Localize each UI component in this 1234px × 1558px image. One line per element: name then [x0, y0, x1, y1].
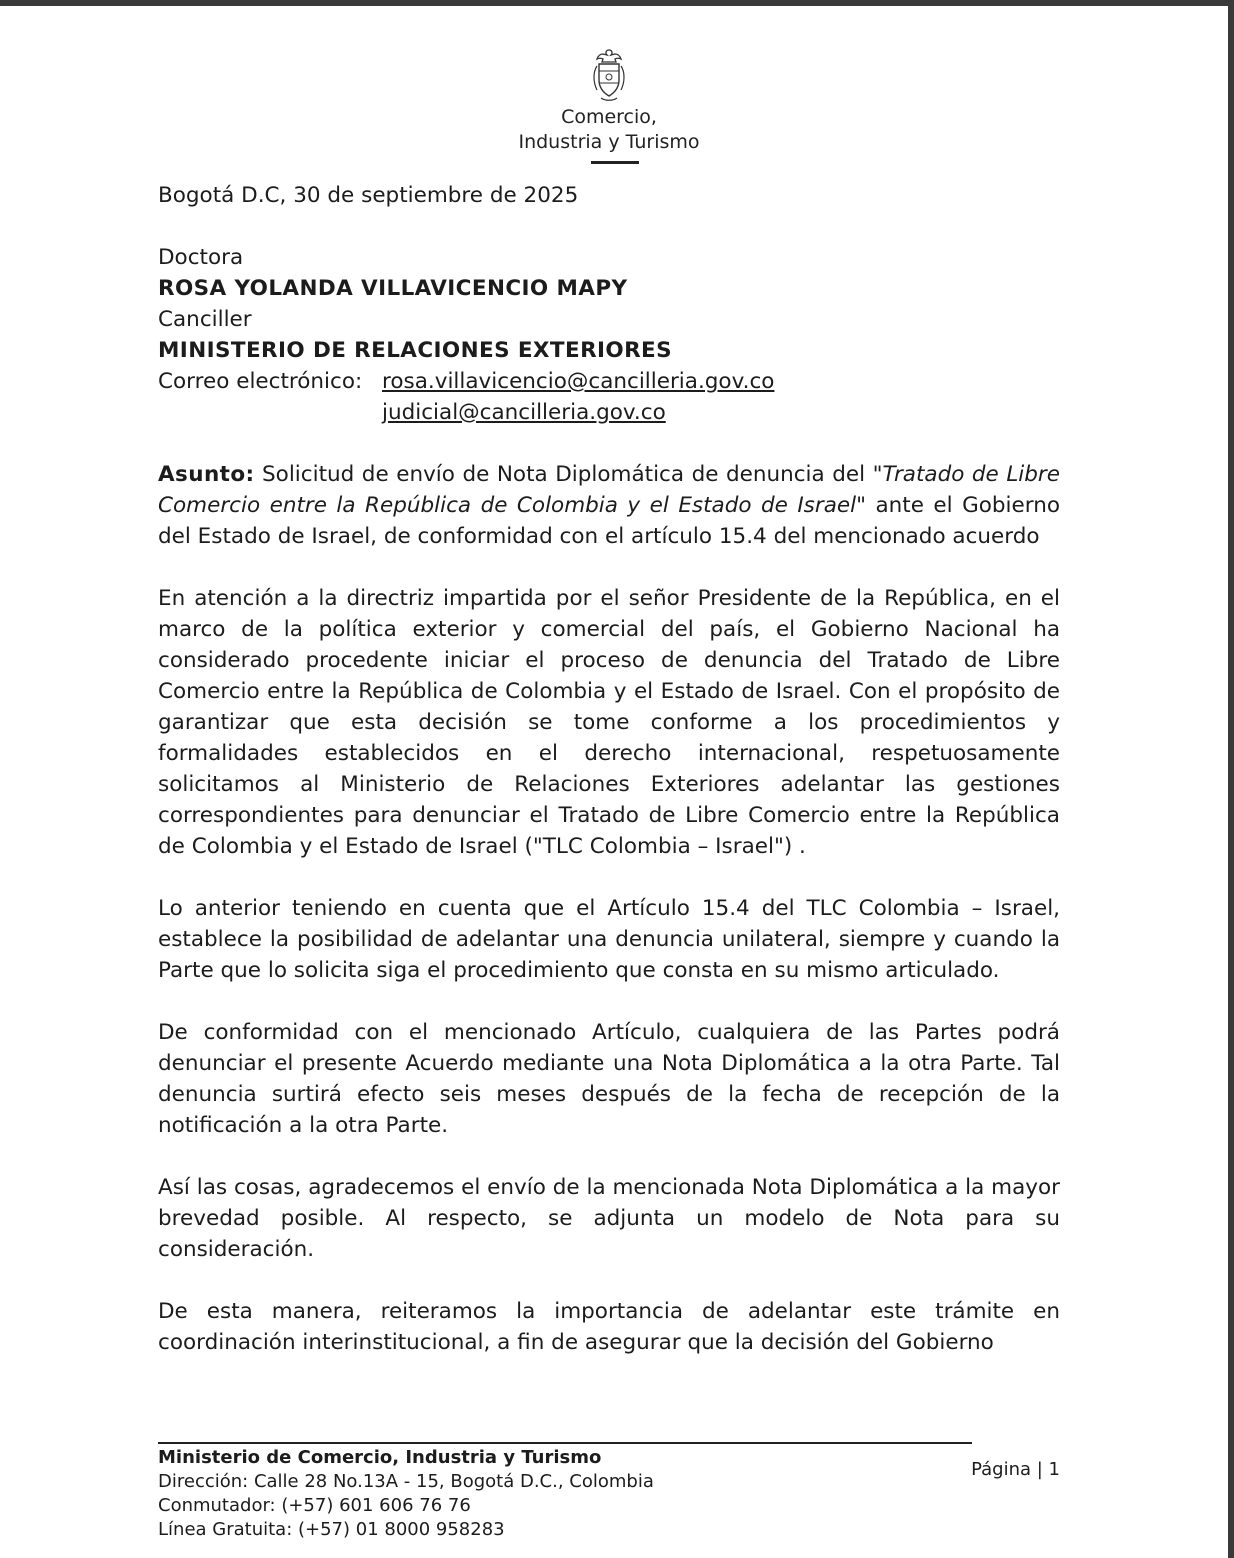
body-paragraph: En atención a la directriz impartida por el señor Presidente de la República, en el marco de la política exterior y comercial del país, el Gobierno Nacional ha considerado procedente iniciar el proceso de denuncia del Tratado de Libre Comercio entre la República de Colombia y el Estado de Israel. Con el propósito de garantizar que esta decisión se tome conforme a los procedimientos y formalidades establecidos en el derecho internacional, respetuosamente solicitamos al Ministerio de Relaciones Exteriores adelantar las gestiones correspondientes para denunciar el Tratado de Libre Comercio entre la República de Colombia y el Estado de Israel ("TLC Colombia – Israel") .	[158, 586, 1060, 859]
footer-switchboard: Conmutador: (+57) 601 606 76 76	[158, 1495, 471, 1516]
letter-body	[158, 180, 1060, 1358]
subject-text-end: " ante el Gobierno del Estado de Israel, de conformidad con el artículo 15.4 del mencionado acuerdo	[158, 493, 1060, 549]
footer	[158, 1446, 1060, 1542]
letterhead	[0, 46, 1218, 164]
page-number: Página | 1	[971, 1459, 1060, 1480]
footer-divider	[158, 1442, 972, 1444]
footer-toll-free: Línea Gratuita: (+57) 01 8000 958283	[158, 1519, 505, 1540]
body-paragraph: Lo anterior teniendo en cuenta que el Artículo 15.4 del TLC Colombia – Israel, establece la posibilidad de adelantar una denuncia unilateral, siempre y cuando la Parte que lo solicita siga el procedimiento que consta en su mismo articulado.	[158, 896, 1060, 983]
body-paragraph: De conformidad con el mencionado Artículo, cualquiera de las Partes podrá denunciar el presente Acuerdo mediante una Nota Diplomática a la otra Parte. Tal denuncia surtirá efecto seis meses después de la fecha de recepción de la notificación a la otra Parte.	[158, 1020, 1060, 1138]
email-link-judicial[interactable]: judicial@cancilleria.gov.co	[382, 400, 666, 425]
treaty-title: Tratado de Libre Comercio entre la República de Colombia y el Estado de Israel	[158, 462, 1060, 518]
window-top-border	[0, 0, 1234, 6]
subject-label: Asunto:	[158, 462, 255, 487]
letter-date: Bogotá D.C, 30 de septiembre de 2025	[158, 183, 579, 208]
subject-paragraph	[158, 459, 1060, 552]
colombia-coat-of-arms-icon	[589, 46, 629, 104]
body-paragraph: De esta manera, reiteramos la importancia de adelantar este trámite en coordinación interinstitucional, a fin de asegurar que la decisión del Gobierno	[158, 1299, 1060, 1355]
ministry-name-line-2: Industria y Turismo	[518, 131, 700, 153]
email-label: Correo electrónico:	[158, 369, 363, 394]
recipient-email-row-2	[158, 397, 1060, 428]
recipient-email-row	[158, 366, 1060, 397]
subject-text-start: Solicitud de envío de Nota Diplomática de denuncia del "	[254, 462, 883, 487]
letterhead-underline	[591, 161, 639, 164]
window-right-border	[1228, 0, 1234, 1558]
ministry-name-line-1: Comercio,	[561, 106, 657, 128]
recipient-name: ROSA YOLANDA VILLAVICENCIO MAPY	[158, 276, 628, 301]
email-link-primary[interactable]: rosa.villavicencio@cancilleria.gov.co	[382, 369, 775, 394]
body-paragraph: Así las cosas, agradecemos el envío de la mencionada Nota Diplomática a la mayor brevedad posible. Al respecto, se adjunta un modelo de Nota para su consideración.	[158, 1175, 1060, 1262]
recipient-title: Doctora	[158, 245, 244, 270]
recipient-position: Canciller	[158, 307, 252, 332]
footer-address: Dirección: Calle 28 No.13A - 15, Bogotá D.C., Colombia	[158, 1471, 654, 1492]
footer-ministry-name: Ministerio de Comercio, Industria y Turismo	[158, 1447, 602, 1468]
recipient-organization: MINISTERIO DE RELACIONES EXTERIORES	[158, 338, 673, 363]
